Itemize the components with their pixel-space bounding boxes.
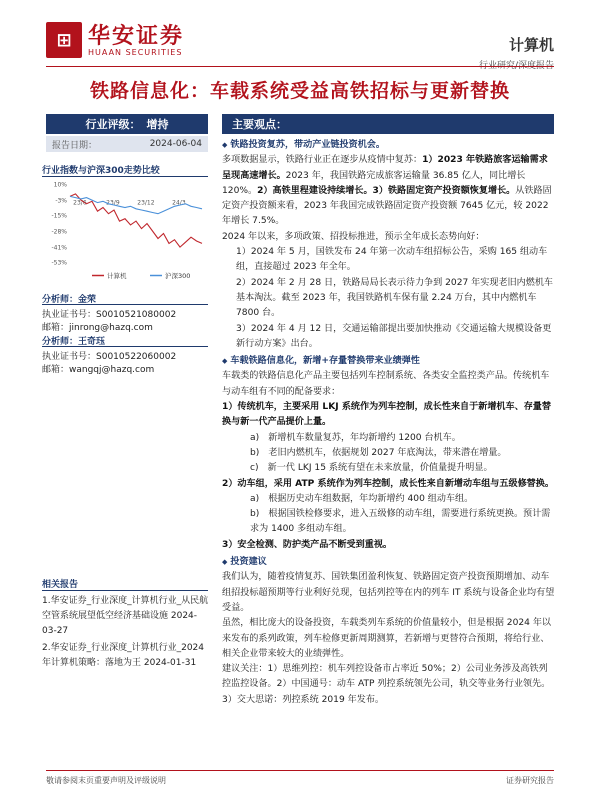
cert-label: 执业证书号： — [42, 310, 97, 320]
related-report-item[interactable]: 2.华安证券_行业深度_计算机行业_2024 年计算机策略：落地为王 2024-01-31 — [42, 643, 204, 668]
analyst-1-name: 分析师：金荣 — [42, 295, 97, 305]
logo-seal-icon: ⊞ — [46, 22, 82, 58]
paragraph: 车载类的铁路信息化产品主要包括列车控制系统、各类安全监控类产品。传统机车与动车组有不同的配备要求： — [222, 371, 550, 397]
analyst-1-rule — [42, 304, 208, 305]
key-points-bar: 主要观点： — [222, 114, 554, 134]
list-item: b) 老旧内燃机车，依据规划 2027 年底淘汰，带来潜在增量。 — [250, 447, 507, 458]
sub-point: 1）传统机车，主要采用 LKJ 系统作为列车控制，成长性来自于新增机车、存量替换与新一代产品提价上量。 — [222, 402, 551, 428]
bold-text: 1）2023 年铁路旅客运输需求呈现高速增长。 — [222, 155, 548, 181]
y-tick-label: 10% — [53, 181, 67, 189]
analyst-2-email — [42, 362, 154, 375]
list-item: a) 根据历史动车组数据，年均新增约 400 组动车组。 — [250, 493, 474, 504]
analyst-2-name: 分析师：王奇珏 — [42, 337, 106, 347]
email-label: 邮箱： — [42, 365, 70, 375]
bold-text: 3）铁路固定资产投资额恢复增长。 — [372, 185, 516, 196]
report-date-row — [46, 136, 208, 152]
x-tick-label: 23/9 — [106, 199, 120, 207]
logo-en-text: HUAAN SECURITIES — [88, 47, 183, 57]
report-type: 行业研究/深度报告 — [478, 61, 554, 71]
chart-svg — [42, 178, 208, 288]
logo-cn-text: 华安证券 — [88, 22, 185, 49]
related-reports-rule — [42, 590, 208, 591]
paragraph: 建议关注：1）思维列控：机车列控设备市占率近 50%；2）公司业务涉及高铁列控监控设备。2）中国通号：动车 ATP 列控系统领先公司，轨交等业务行业领先。3）交大思诺：列控系统 2019 年发布。 — [222, 664, 551, 705]
x-tick-label: 24/3 — [172, 199, 186, 207]
x-tick-label: 23/12 — [137, 199, 155, 207]
index-comparison-chart — [42, 178, 208, 288]
y-tick-label: -53% — [51, 259, 67, 267]
text: 2023 年，我国铁路完成旅客运输量 36.85 亿人，同比增长 120%。 — [222, 170, 526, 196]
company-logo — [46, 22, 184, 58]
list-item: c) 新一代 LKJ 15 系统有望在未来放量，价值量提升明显。 — [250, 463, 493, 474]
rating-bar — [46, 114, 208, 134]
paragraph — [222, 153, 556, 229]
section-heading-railway-investment: ◆ 铁路投资复苏，带动产业链投资机会。 — [222, 138, 556, 153]
chart-section-title: 行业指数与沪深300走势比较 — [42, 166, 160, 176]
list-item: b) 根据国铁检修要求，进入五级修的动车组，需要进行系统更换。预计需求为 1400 多组动车组。 — [250, 509, 551, 535]
y-tick-label: -3% — [55, 197, 67, 205]
y-tick-label: -41% — [51, 244, 67, 252]
list-item: 3）2024 年 4 月 12 日，交通运输部提出要加快推动《交通运输大规模设备更新行动方案》出台。 — [236, 323, 552, 349]
main-content — [222, 138, 556, 708]
list-item: a) 新增机车数量复苏，年均新增约 1200 台机车。 — [250, 432, 461, 443]
footer-divider — [46, 770, 554, 771]
list-item: 2）2024 年 2 月 28 日，铁路局局长表示待力争到 2027 年实现老旧内燃机车基本淘汰。截至 2023 年，我国铁路机车保有量 2.24 万台，其中内燃机车 7800 台。 — [236, 277, 554, 319]
footer-disclaimer: 敬请参阅末页重要声明及评级说明 — [46, 776, 166, 785]
related-reports-list — [42, 594, 210, 673]
y-tick-label: -15% — [51, 212, 67, 220]
section-heading-onboard-it: ◆ 车载铁路信息化，新增+存量替换带来业绩弹性 — [222, 354, 556, 369]
sub-point: 2）动车组，采用 ATP 系统作为列车控制，成长性来自新增动车组与五级修替换。 — [222, 478, 554, 489]
header-divider — [46, 66, 554, 67]
sub-point: 3）安全检测、防护类产品不断受到重视。 — [222, 539, 393, 550]
bold-text: 2）高铁里程建设持续增长。 — [257, 185, 373, 196]
email-label: 邮箱： — [42, 323, 70, 333]
analyst-2-cert — [42, 349, 176, 362]
analyst-2-rule — [42, 346, 208, 347]
text: 多项数据显示，铁路行业正在逐步从疫情中复苏： — [222, 155, 423, 166]
footer-report-label: 证券研究报告 — [506, 776, 554, 785]
related-reports-title: 相关报告 — [42, 580, 79, 590]
legend-label: 沪深300 — [165, 272, 191, 280]
report-date-label: 报告日期： — [52, 140, 98, 151]
rating-label: 行业评级： — [85, 118, 141, 131]
chart-section-rule — [42, 176, 208, 177]
cert-label: 执业证书号： — [42, 352, 97, 362]
x-tick-label: 23/6 — [73, 199, 87, 207]
email-value[interactable]: wangqj@hazq.com — [69, 365, 155, 375]
analyst-1-email — [42, 320, 153, 333]
rating-value: 增持 — [146, 118, 169, 131]
cert-number: S0010521080002 — [96, 310, 177, 320]
paragraph: 我们认为，随着疫情复苏、国铁集团盈利恢复、铁路固定资产投资预期增加、动车组招投标超预期等行业利好兑现，包括列控等在内的列车 IT 系统与设备企业均有望受益。 — [222, 572, 555, 613]
cert-number: S0010522060002 — [96, 352, 177, 362]
paragraph: 2024 年以来，多项政策、招投标推进，预示全年成长态势向好： — [222, 231, 485, 242]
y-tick-label: -28% — [51, 228, 67, 236]
industry-category: 计算机 — [508, 36, 554, 54]
analyst-1-cert — [42, 307, 176, 320]
section-heading-investment-advice: ◆ 投资建议 — [222, 555, 556, 570]
paragraph: 虽然，相比庞大的设备投资，车载类列车系统的价值量较小，但是根据 2024 年以来发布的系列政策，列车检修更新周期测算，若新增与更替符合预期，将给行业、相关企业带来较大的业绩弹性。 — [222, 618, 552, 659]
related-report-item[interactable]: 1.华安证券_行业深度_计算机行业_从民航空管系统展望低空经济基础设施 2024-03-27 — [42, 596, 209, 636]
legend-label: 计算机 — [107, 272, 127, 280]
report-date-value: 2024-06-04 — [149, 139, 202, 149]
report-title: 铁路信息化：车载系统受益高铁招标与更新替换 — [89, 80, 510, 102]
email-value[interactable]: jinrong@hazq.com — [69, 323, 153, 333]
text: 从铁路固定资产投资额来看，2023 年我国完成铁路固定资产投资额 7645 亿元，较 2022 年增长 7.5%。 — [222, 185, 552, 227]
list-item: 1）2024 年 5 月，国铁发布 24 年第一次动车组招标公告，采购 165 组动车组，直接超过 2023 年全年。 — [236, 247, 548, 273]
